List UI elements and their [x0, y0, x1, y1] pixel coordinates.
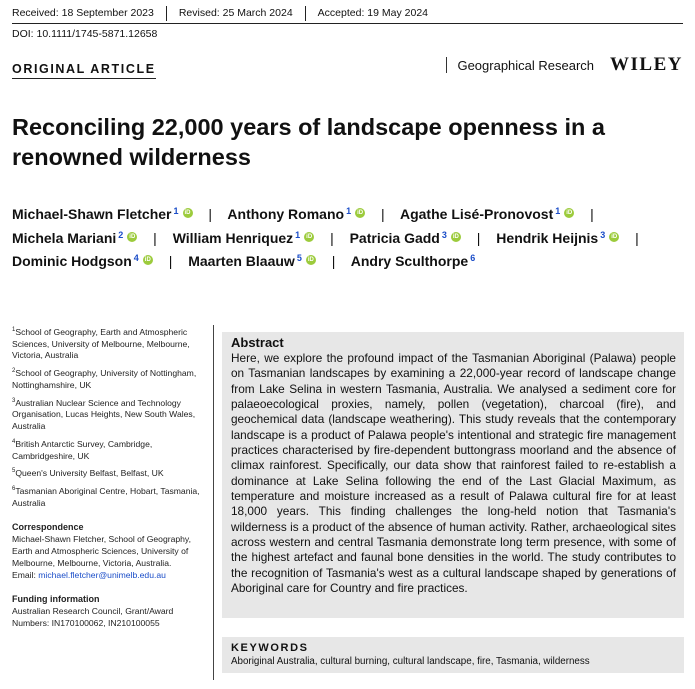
affiliation-item	[12, 325, 210, 362]
author-name[interactable]	[496, 230, 619, 246]
date-header	[12, 6, 683, 24]
orcid-icon[interactable]: iD	[452, 233, 459, 240]
author-name-text: Patricia Gadd	[349, 229, 440, 246]
author-name[interactable]	[12, 206, 193, 222]
author-name-text: Maarten Blaauw	[188, 253, 295, 269]
author-name-text: Michela Mariani	[12, 229, 117, 246]
affiliation-number: 3	[12, 397, 16, 404]
affiliation-marker[interactable]: 5	[296, 253, 302, 263]
doi: DOI: 10.1111/1745-5871.12658	[12, 28, 158, 40]
author-separator: |	[590, 206, 594, 222]
funding-text: Australian Research Council, Grant/Award Numbers: IN170100062, IN210100055	[12, 606, 174, 629]
affiliation-item	[12, 466, 210, 480]
affiliation-number: 5	[12, 468, 16, 475]
orcid-icon[interactable]: iD	[184, 210, 191, 217]
author-name[interactable]	[173, 230, 314, 246]
paper-title: Reconciling 22,000 years of landscape openness in a renowned wilderness	[12, 114, 605, 170]
affiliation-marker[interactable]: 6	[470, 253, 476, 263]
affiliation-item	[12, 484, 210, 509]
author-separator: |	[380, 206, 385, 222]
affiliation-item	[12, 366, 210, 391]
journal-name: Geographical Research	[457, 57, 595, 73]
affiliation-text: Australian Nuclear Science and Technology Organisation, Lucas Heights, New South Wales, Australia	[12, 397, 196, 432]
author-separator: |	[635, 229, 639, 246]
affiliation-marker[interactable]: 4	[133, 253, 139, 263]
affiliation-marker[interactable]: 1	[555, 206, 561, 216]
affiliation-marker[interactable]: 1	[173, 206, 179, 216]
affiliation-text: Queen's University Belfast, Belfast, UK	[15, 468, 164, 479]
author-name[interactable]	[12, 253, 153, 269]
keywords-box	[222, 637, 684, 673]
left-column	[12, 325, 210, 630]
author-name-text: Anthony Romano	[227, 206, 345, 222]
abstract-text: Here, we explore the profound impact of the Tasmanian Aboriginal (Palawa) people on Tasmanian landscapes by examining a 22,000-year record of landscape change from Lake Selina in western Tasmania, Australia. We analysed a sediment core for palaeoecological proxies, namely, pollen (vegetation), charcoal (fire), and geochemical data (landscape weathering). This study reveals that the contemporary landscape is a product of Palawa people's intentional and strategic fire management practices characterised by fire-dependent buttongrass moorland and the absence of climax rainforest. Specifically, our data show that rainforest failed to re-establish a dominance at Lake Selina following the end of the Last Glacial Maximum, as temperature and moisture increased as a result of Palawa cultural fire for at least 18,000 years. This finding challenges the long-held notion that Tasmania's wilderness is a product of the absence of human activity. Rather, archaeological sites across western and central Tasmania demonstrate long term presence, with some of the highest artefact and faunal bone densities in the world. The study contributes to the recognition of Tasmania's west as a cultural landscape shaped by generations of Aboriginal care for Country and fire practices.	[231, 351, 676, 596]
orcid-icon[interactable]: iD	[129, 233, 136, 240]
author-name-text: Dominic Hodgson	[12, 253, 132, 269]
orcid-icon[interactable]: iD	[144, 257, 151, 264]
affiliation-item	[12, 437, 210, 462]
affiliation-number: 2	[12, 368, 16, 375]
author-separator: |	[330, 229, 334, 246]
email-label: Email:	[12, 569, 39, 580]
author-name-text: Andry Sculthorpe	[350, 253, 469, 269]
received-date: Received: 18 September 2023	[12, 6, 167, 21]
article-type: ORIGINAL ARTICLE	[12, 62, 156, 79]
affiliation-number: 4	[12, 438, 16, 445]
author-name[interactable]	[227, 206, 365, 222]
author-separator: |	[476, 229, 481, 246]
affiliation-marker[interactable]: 3	[600, 229, 606, 240]
author-separator: |	[331, 253, 336, 269]
author-separator: |	[168, 253, 173, 269]
orcid-icon[interactable]: iD	[307, 257, 314, 264]
author-name[interactable]	[350, 230, 461, 246]
affiliation-text: School of Geography, Earth and Atmospheric Sciences, University of Melbourne, Melbourne, Victoria, Australia	[12, 326, 190, 361]
affiliation-marker[interactable]: 2	[118, 229, 124, 240]
orcid-icon[interactable]: iD	[611, 233, 618, 240]
journal-divider	[446, 57, 447, 73]
orcid-icon[interactable]: iD	[357, 210, 364, 217]
keywords-text: Aboriginal Australia, cultural burning, cultural landscape, fire, Tasmania, wilderness	[231, 656, 590, 667]
accepted-date: Accepted: 19 May 2024	[317, 7, 428, 19]
author-list	[12, 203, 684, 274]
revised-date: Revised: 25 March 2024	[167, 6, 306, 21]
affiliation-text: Tasmanian Aboriginal Centre, Hobart, Tasmania, Australia	[12, 485, 200, 508]
correspondence-text: Michael-Shawn Fletcher, School of Geography, Earth and Atmospheric Sciences, University of Melbourne, Melbourne, Victoria, Australia.	[12, 534, 191, 568]
email-link[interactable]: michael.fletcher@unimelb.edu.au	[38, 569, 166, 580]
affiliation-number: 1	[12, 327, 16, 333]
publisher-logo: WILEY	[610, 54, 683, 75]
affiliation-marker[interactable]: 3	[441, 229, 447, 240]
author-name[interactable]	[351, 253, 475, 269]
author-name[interactable]	[12, 230, 137, 246]
affiliation-item	[12, 396, 210, 433]
correspondence-heading: Correspondence	[12, 521, 84, 532]
author-separator: |	[153, 229, 157, 246]
abstract-heading: Abstract	[231, 335, 284, 350]
author-name-text: William Henriquez	[172, 229, 294, 246]
author-name-text: Agathe Lisé-Pronovost	[399, 206, 554, 222]
column-divider	[213, 325, 214, 680]
header-rule	[12, 23, 683, 24]
affiliations	[12, 325, 210, 510]
correspondence-email-line	[12, 570, 210, 582]
affiliation-marker[interactable]: 1	[295, 229, 301, 240]
abstract-box	[222, 332, 684, 618]
keywords-heading: KEYWORDS	[231, 642, 309, 654]
affiliation-text: School of Geography, University of Nottingham, Nottinghamshire, UK	[12, 368, 197, 390]
author-name[interactable]	[188, 253, 316, 269]
affiliation-number: 6	[12, 486, 16, 493]
author-name-text: Michael-Shawn Fletcher	[12, 206, 172, 222]
author-name-text: Hendrik Heijnis	[496, 229, 599, 246]
affiliation-marker[interactable]: 1	[346, 206, 352, 216]
orcid-icon[interactable]: iD	[306, 233, 313, 240]
author-name[interactable]	[400, 206, 574, 222]
orcid-icon[interactable]: iD	[566, 210, 573, 217]
funding-heading: Funding information	[12, 593, 100, 604]
author-separator: |	[208, 206, 213, 222]
journal-header	[446, 54, 683, 76]
affiliation-text: British Antarctic Survey, Cambridge, Cambridgeshire, UK	[12, 438, 153, 461]
